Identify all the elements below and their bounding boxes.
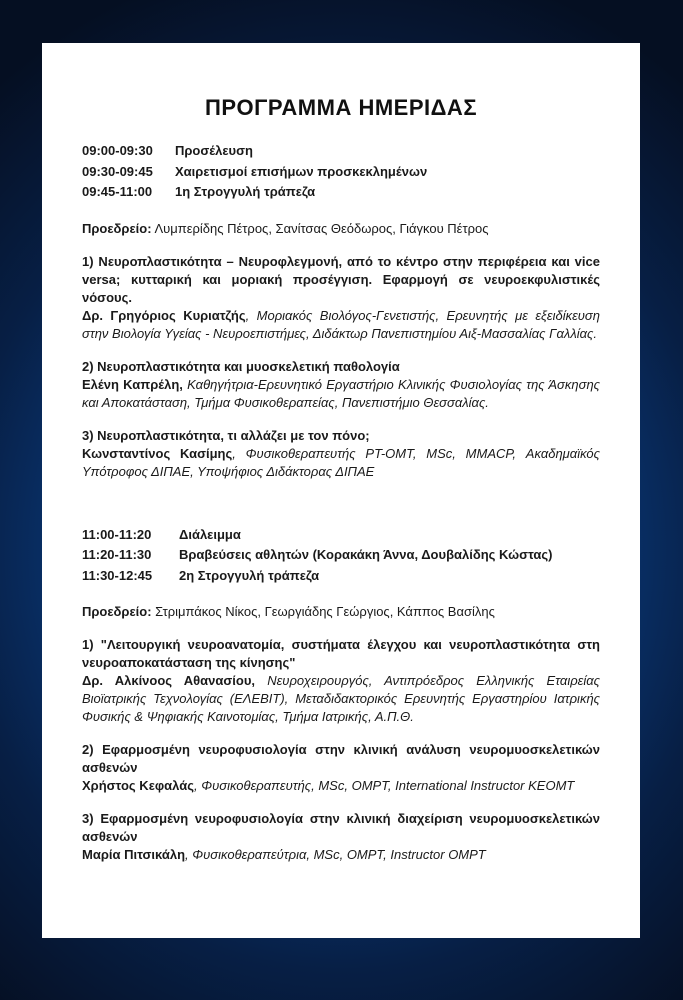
- chair-label: Προεδρείο:: [82, 604, 152, 619]
- talk-item: [82, 253, 600, 343]
- talk-title: 2) Νευροπλαστικότητα και μυοσκελετική παθολογία: [82, 358, 400, 374]
- speaker-name: Χρήστος Κεφαλάς: [82, 778, 194, 793]
- speaker-name: Δρ. Γρηγόριος Κυριατζής: [82, 307, 246, 323]
- talk-speaker: [82, 376, 600, 412]
- talk-title: 2) Εφαρμοσμένη νευροφυσιολογία στην κλινική ανάλυση νευρομυοσκελετικών ασθενών: [82, 742, 600, 775]
- schedule-row: [82, 566, 600, 587]
- chair-names: Στριμπάκος Νίκος, Γεωργιάδης Γεώργιος, Κάππος Βασίλης: [155, 604, 495, 619]
- speaker-affiliation: Καθηγήτρια-Ερευνητικό Εργαστήριο Κλινικής Φυσιολογίας της Άσκησης και Αποκατάσταση, Τμήμα Φυσικοθεραπείας, Πανεπιστήμιο Θεσσαλίας.: [82, 376, 600, 410]
- schedule-row: [82, 141, 600, 162]
- speaker-affiliation: , Μοριακός Βιολόγος-Γενετιστής, Ερευνητής με εξειδίκευση στην Βιολογία Υγείας - Νευροεπιστήμες, Διδάκτωρ Πανεπιστημίου Αιξ-Μασσαλίας Γαλλίας.: [82, 307, 600, 341]
- talk-title: 1) Νευροπλαστικότητα – Νευροφλεγμονή, από το κέντρο στην περιφέρεια και vice versa; κυτταρική και μοριακή προσέγγιση. Εφαρμογή σε νευροεκφυλιστικές νόσους.: [82, 253, 600, 305]
- speaker-affiliation: , Φυσικοθεραπεύτρια, MSc, OMPT, Instructor OMPT: [185, 847, 486, 862]
- schedule-activity: 1η Στρογγυλή τράπεζα: [175, 184, 316, 199]
- speaker-affiliation: Νευροχειρουργός, Αντιπρόεδρος Ελληνικής Εταιρείας Βιοϊατρικής Τεχνολογίας (ΕΛΕΒΙΤ), Μεταδιδακτορικός Ερευνητής Εργαστηρίου Ιατρικής Φυσικής & Ψηφιακής Καινοτομίας, Τμήμα Ιατρικής, Α.Π.Θ.: [82, 673, 600, 724]
- talk-item: [82, 810, 600, 864]
- talk-title: 3) Νευροπλαστικότητα, τι αλλάζει με τον πόνο;: [82, 427, 370, 443]
- schedule-row: [82, 182, 600, 203]
- page-title: ΠΡΟΓΡΑΜΜΑ ΗΜΕΡΙΔΑΣ: [204, 95, 478, 120]
- talk-speaker: [82, 672, 600, 726]
- schedule-block-1: [82, 141, 600, 203]
- schedule-time: 11:20-11:30: [82, 547, 152, 562]
- talk-item: [82, 741, 600, 795]
- schedule-activity: Προσέλευση: [175, 143, 253, 158]
- chair-label: Προεδρείο:: [82, 220, 152, 236]
- talk-title: 3) Εφαρμοσμένη νευροφυσιολογία στην κλινική διαχείριση νευρομυοσκελετικών ασθενών: [82, 811, 600, 844]
- speaker-affiliation: , Φυσικοθεραπευτής, MSc, OMPT, International Instructor KEOMT: [193, 778, 575, 793]
- speaker-name: Μαρία Πιτσικάλη: [82, 847, 186, 862]
- chair-names: Λυμπερίδης Πέτρος, Σανίτσας Θεόδωρος, Γιάγκου Πέτρος: [154, 220, 489, 236]
- speaker-name: Δρ. Αλκίνοος Αθανασίου,: [82, 673, 256, 688]
- talk-speaker: [82, 307, 600, 343]
- schedule-activity: 2η Στρογγυλή τράπεζα: [179, 567, 320, 583]
- schedule-row: [82, 162, 600, 183]
- schedule-time: 09:30-09:45: [82, 163, 153, 179]
- talk-item: [82, 358, 600, 412]
- speaker-affiliation: , Φυσικοθεραπευτής PT-OMT, MSc, MMACP, Ακαδημαϊκός Υπότροφος ΔΙΠΑΕ, Υποψήφιος Διδάκτορας ΔΙΠΑΕ: [82, 445, 600, 479]
- schedule-time: 11:30-12:45: [82, 567, 153, 583]
- session-1-chair: [82, 220, 600, 238]
- program-panel: [42, 43, 640, 938]
- talk-speaker: [82, 777, 600, 795]
- talk-title: 1) "Λειτουργική νευροανατομία, συστήματα έλεγχου και νευροπλαστικότητα στη νευροαποκατάσταση της κίνησης": [82, 637, 600, 670]
- schedule-activity: Βραβεύσεις αθλητών (Κορακάκη Άννα, Δουβαλίδης Κώστας): [179, 547, 553, 562]
- schedule-time: 11:00-11:20: [82, 526, 152, 542]
- speaker-name: Κωνσταντίνος Κασίμης: [82, 445, 233, 461]
- schedule-row: [82, 545, 600, 566]
- schedule-activity: Διάλειμμα: [179, 526, 241, 542]
- schedule-row: [82, 525, 600, 546]
- talk-speaker: [82, 445, 600, 481]
- talk-item: [82, 636, 600, 726]
- session-2-chair: [82, 603, 600, 621]
- schedule-block-2: [82, 525, 600, 587]
- talk-speaker: [82, 846, 600, 864]
- talk-item: [82, 427, 600, 481]
- speaker-name: Ελένη Καπρέλη,: [82, 376, 183, 392]
- schedule-time: 09:00-09:30: [82, 143, 153, 158]
- schedule-time: 09:45-11:00: [82, 184, 153, 199]
- schedule-activity: Χαιρετισμοί επισήμων προσκεκλημένων: [175, 163, 428, 179]
